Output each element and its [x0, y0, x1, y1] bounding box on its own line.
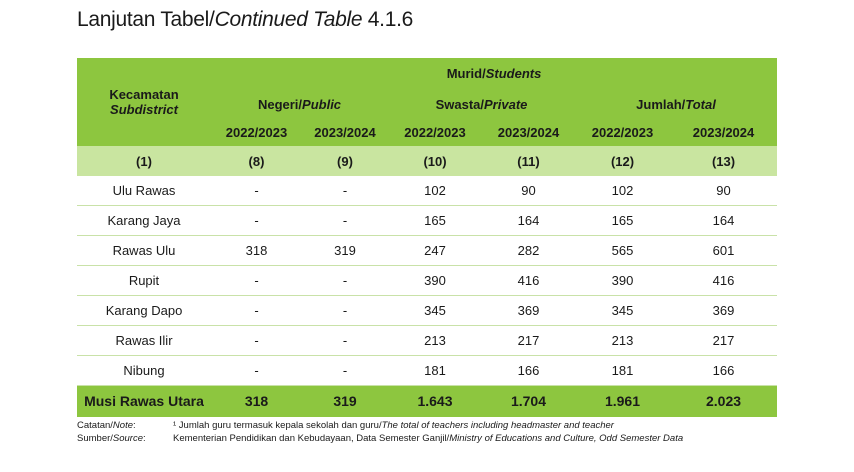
table-row — [77, 356, 777, 386]
students-table — [77, 58, 777, 417]
table-cell: - — [302, 326, 388, 356]
table-cell: - — [211, 176, 302, 206]
year-header: 2023/2024 — [497, 125, 560, 140]
table-cell: - — [302, 176, 388, 206]
source-line: Sumber/Source: Kementerian Pendidikan dan Kebudayaan, Data Semester Ganjil/Ministry of Educations and Culture, Odd Semester Data — [77, 432, 684, 444]
table-row — [77, 326, 777, 356]
table-cell: 102 — [388, 176, 482, 206]
table-cell: 165 — [575, 206, 670, 236]
total-cell: 2.023 — [705, 393, 742, 410]
table-cell: 345 — [575, 296, 670, 326]
column-number: (1) — [136, 153, 152, 169]
table-cell: - — [302, 296, 388, 326]
table-cell: - — [302, 356, 388, 386]
table-cell: - — [211, 296, 302, 326]
table-cell: 213 — [388, 326, 482, 356]
table-cell: 601 — [670, 236, 777, 266]
subdistrict-name: Rawas Ilir — [77, 326, 211, 356]
table-row — [77, 176, 777, 206]
table-cell: 319 — [302, 236, 388, 266]
table-cell: 390 — [575, 266, 670, 296]
table-cell: 565 — [575, 236, 670, 266]
table-cell: 102 — [575, 176, 670, 206]
table-cell: 416 — [482, 266, 575, 296]
table-cell: 369 — [482, 296, 575, 326]
table-cell: 369 — [670, 296, 777, 326]
title-text: Lanjutan Tabel/ — [77, 8, 215, 31]
table-cell: - — [211, 356, 302, 386]
column-number: (8) — [248, 153, 265, 169]
subdistrict-name: Rawas Ulu — [77, 236, 211, 266]
subdistrict-name: Karang Jaya — [77, 206, 211, 236]
year-header: 2023/2024 — [692, 125, 755, 140]
table-cell: 217 — [482, 326, 575, 356]
table-row — [77, 266, 777, 296]
total-cell: 319 — [333, 393, 357, 410]
table-cell: 181 — [575, 356, 670, 386]
year-header: 2022/2023 — [404, 125, 466, 140]
table-cell: 164 — [482, 206, 575, 236]
students-header: Murid/Students — [446, 66, 542, 81]
public-header: Negeri/Public — [257, 96, 342, 112]
total-label: Musi Rawas Utara — [84, 393, 204, 410]
table-cell: - — [211, 326, 302, 356]
table-cell: 90 — [482, 176, 575, 206]
total-row — [77, 386, 777, 417]
column-number: (9) — [337, 153, 353, 169]
year-header: 2022/2023 — [591, 125, 654, 140]
total-header: Jumlah/Total — [636, 96, 716, 112]
total-cell: 1.961 — [604, 393, 641, 410]
table-cell: 166 — [482, 356, 575, 386]
table-cell: 345 — [388, 296, 482, 326]
table-cell: - — [211, 266, 302, 296]
table-cell: 166 — [670, 356, 777, 386]
subdistrict-header: Kecamatan Subdistrict — [109, 87, 179, 117]
table-row — [77, 206, 777, 236]
table-row — [77, 236, 777, 266]
table-cell: 90 — [670, 176, 777, 206]
note-line: Catatan/Note: ¹ Jumlah guru termasuk kepala sekolah dan guru/The total of teachers including headmaster and teacher — [77, 420, 614, 431]
table-cell: 165 — [388, 206, 482, 236]
total-cell: 318 — [244, 393, 269, 410]
table-cell: - — [302, 206, 388, 236]
subdistrict-name: Karang Dapo — [77, 296, 211, 326]
title-italic-text: Continued Table — [214, 8, 363, 31]
column-number: (12) — [610, 153, 635, 169]
table-cell: 164 — [670, 206, 777, 236]
table-cell: 213 — [575, 326, 670, 356]
column-number-row — [77, 146, 777, 176]
column-number: (11) — [517, 153, 540, 169]
table-cell: - — [302, 266, 388, 296]
footnotes — [77, 420, 683, 445]
column-number: (13) — [711, 153, 736, 169]
table-cell: 318 — [211, 236, 302, 266]
total-cell: 1.704 — [510, 393, 547, 410]
total-cell: 1.643 — [417, 393, 453, 410]
table-cell: 416 — [670, 266, 777, 296]
header-row-group — [77, 58, 777, 89]
title-number: 4.1.6 — [362, 8, 414, 31]
table-cell: 247 — [388, 236, 482, 266]
subdistrict-name: Ulu Rawas — [77, 176, 211, 206]
subdistrict-name: Nibung — [77, 356, 211, 386]
year-header: 2023/2024 — [314, 125, 376, 140]
table-cell: 217 — [670, 326, 777, 356]
year-header: 2022/2023 — [225, 125, 288, 140]
table-cell: 181 — [388, 356, 482, 386]
column-number: (10) — [423, 153, 447, 169]
table-row — [77, 296, 777, 326]
table-title — [77, 8, 413, 32]
subdistrict-name: Rupit — [77, 266, 211, 296]
table-cell: - — [211, 206, 302, 236]
private-header: Swasta/Private — [435, 96, 528, 112]
table-cell: 390 — [388, 266, 482, 296]
table-cell: 282 — [482, 236, 575, 266]
